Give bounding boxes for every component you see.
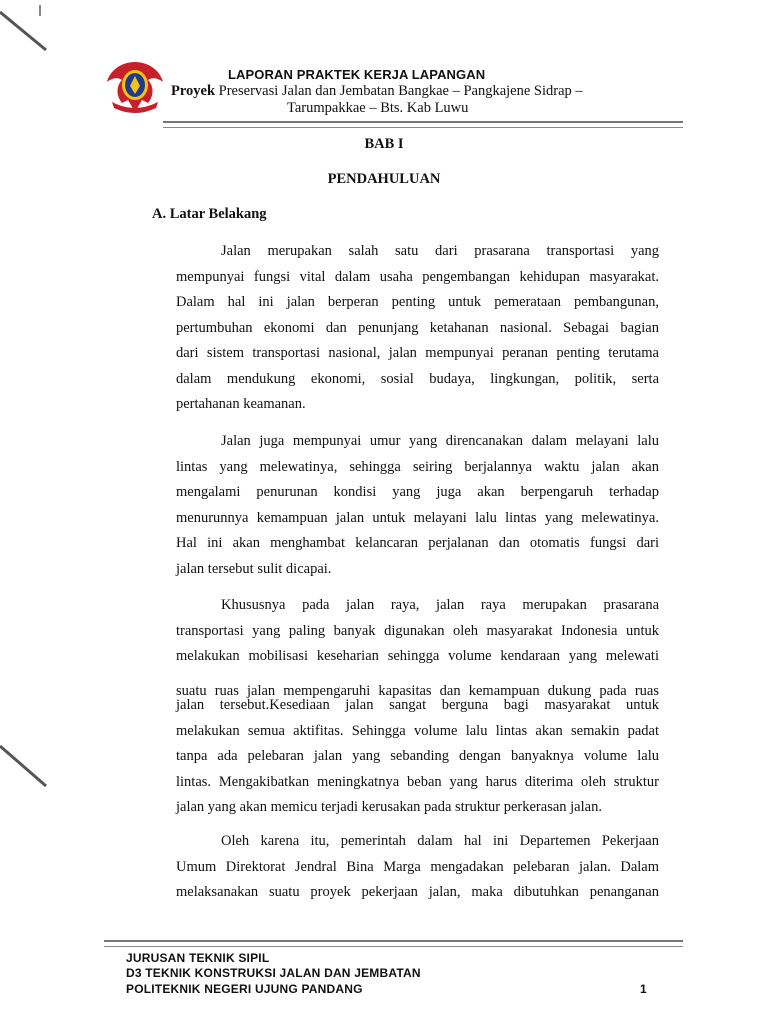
chapter-title: PENDAHULUAN bbox=[327, 171, 441, 187]
paragraph-line: Oleh karena itu, pemerintah dalam hal ini Departemen Pekerjaan bbox=[221, 833, 659, 849]
paragraph-line: transportasi yang paling banyak digunakan oleh masyarakat Indonesia untuk bbox=[176, 622, 659, 639]
paragraph-line: Jalan merupakan salah satu dari prasarana transportasi yang bbox=[221, 243, 659, 259]
paragraph-line: pertahanan keamanan. bbox=[176, 396, 306, 412]
paragraph-line: Hal ini akan menghambat kelancaran perjalanan dan otomatis fungsi dari bbox=[176, 535, 659, 551]
header-rule bbox=[163, 121, 683, 128]
paragraph-line: jalan tersebut sulit dicapai. bbox=[176, 560, 332, 577]
section-heading: A. Latar Belakang bbox=[152, 206, 267, 222]
project-name-part2: Tarumpakkae – Bts. Kab Luwu bbox=[287, 100, 469, 116]
paragraph-line: jalan tersebut.Kesediaan jalan sangat berguna bagi masyarakat untuk bbox=[176, 697, 659, 713]
paragraph-line: dalam mendukung ekonomi, sosial budaya, lingkungan, politik, serta bbox=[176, 370, 659, 387]
paragraph-line: melaksanakan suatu proyek pekerjaan jalan, maka dibutuhkan penanganan bbox=[176, 884, 659, 900]
scan-mark-top bbox=[0, 0, 60, 60]
paragraph-line: lintas. Mengakibatkan meningkatnya beban yang harus diterima oleh struktur bbox=[176, 773, 659, 790]
paragraph-line: Khususnya pada jalan raya, jalan raya merupakan prasarana bbox=[221, 597, 659, 613]
paragraph-line: mengalami penurunan kondisi yang juga akan berpengaruh terhadap bbox=[176, 484, 659, 500]
paragraph-line: mempunyai fungsi vital dalam usaha pengembangan kehidupan masyarakat. bbox=[176, 268, 659, 285]
paragraph-line: menurunnya kemampuan jalan untuk melayani lalu lintas yang melewatinya. bbox=[176, 509, 659, 526]
footer-department: JURUSAN TEKNIK SIPIL bbox=[126, 951, 270, 965]
page-number: 1 bbox=[640, 982, 647, 996]
paragraph-line: Umum Direktorat Jendral Bina Marga mengadakan pelebaran jalan. Dalam bbox=[176, 858, 659, 875]
footer-institution: POLITEKNIK NEGERI UJUNG PANDANG bbox=[126, 982, 363, 996]
scan-mark-middle bbox=[0, 742, 60, 802]
project-label: Proyek bbox=[171, 83, 216, 99]
paragraph-line: lintas yang melewatinya, sehingga seiring berjalannya waktu jalan akan bbox=[176, 458, 659, 475]
paragraph-line: Dalam hal ini jalan berperan penting untuk pemerataan pembangunan, bbox=[176, 294, 659, 310]
project-name-part1: Preservasi Jalan dan Jembatan Bangkae – Pangkajene Sidrap – bbox=[215, 83, 583, 99]
paragraph-line: jalan yang akan memicu terjadi kerusakan pada struktur perkerasan jalan. bbox=[176, 799, 602, 815]
paragraph-line: pertumbuhan ekonomi dan penunjang ketahanan nasional. Sebagai bagian bbox=[176, 319, 659, 336]
paragraph-line: tanpa ada pelebaran jalan yang sebanding dengan banyaknya volume lalu bbox=[176, 748, 659, 764]
paragraph-line: suatu ruas jalan mempengaruhi kapasitas dan kemampuan dukung pada ruas bbox=[176, 683, 659, 699]
footer-rule bbox=[104, 940, 683, 947]
paragraph-line: melakukan mobilisasi keseharian sehingga volume kendaraan yang melewati bbox=[176, 648, 659, 664]
paragraph-line: dari sistem transportasi nasional, jalan mempunyai peranan penting terutama bbox=[176, 345, 659, 361]
project-line bbox=[171, 83, 583, 100]
paragraph-line: melakukan semua aktifitas. Sehingga volume lalu lintas akan semakin padat bbox=[176, 722, 659, 739]
chapter-number: BAB I bbox=[364, 136, 404, 152]
institution-logo bbox=[104, 56, 166, 116]
footer-program: D3 TEKNIK KONSTRUKSI JALAN DAN JEMBATAN bbox=[126, 966, 421, 980]
paragraph-line: Jalan juga mempunyai umur yang direncanakan dalam melayani lalu bbox=[221, 433, 659, 449]
report-title: LAPORAN PRAKTEK KERJA LAPANGAN bbox=[228, 67, 486, 82]
